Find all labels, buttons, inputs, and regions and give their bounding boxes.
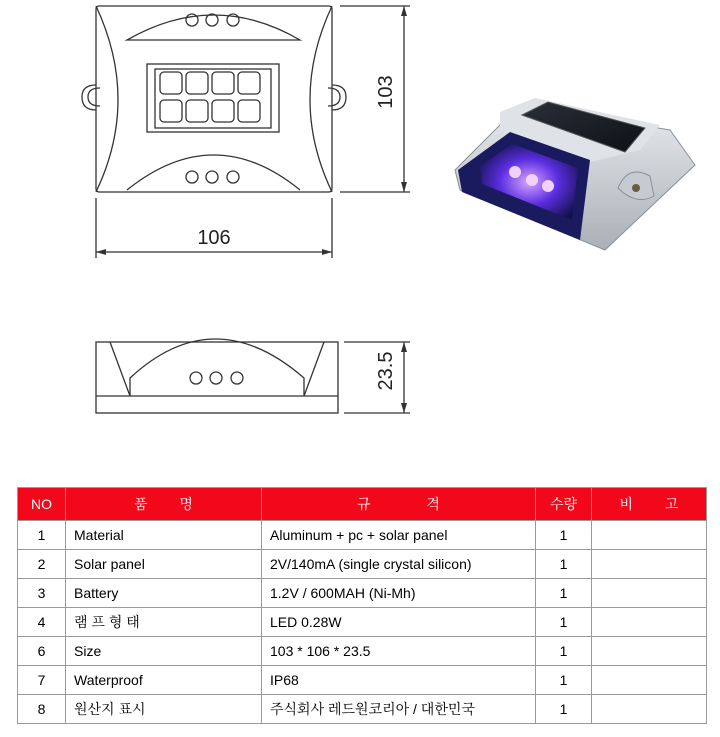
- row-spec: 103 * 106 * 23.5: [262, 637, 536, 666]
- row-item: Waterproof: [66, 666, 262, 695]
- row-spec: Aluminum + pc + solar panel: [262, 521, 536, 550]
- row-item: 원산지 표시: [66, 695, 262, 724]
- header-item-text: 품 명: [134, 496, 207, 512]
- table-row: [18, 550, 707, 579]
- row-qty: 1: [536, 521, 592, 550]
- row-spec: 주식회사 레드원코리아 / 대한민국: [262, 695, 536, 724]
- solar-cells: [160, 72, 260, 122]
- header-remark: [592, 488, 707, 521]
- row-remark: [592, 666, 707, 695]
- dimension-height-label: 103: [375, 75, 397, 109]
- row-qty: 1: [536, 666, 592, 695]
- row-no: 2: [18, 550, 66, 579]
- table-row: [18, 666, 707, 695]
- row-item: 램 프 형 태: [66, 608, 262, 637]
- product-image: [440, 80, 710, 280]
- table-row: [18, 637, 707, 666]
- row-qty: 1: [536, 579, 592, 608]
- spec-table: [17, 487, 707, 724]
- table-row: [18, 695, 707, 724]
- row-remark: [592, 521, 707, 550]
- header-remark-text: 비 고: [619, 496, 693, 512]
- side-view-outline: [96, 342, 338, 413]
- table-row: [18, 521, 707, 550]
- header-spec: [262, 488, 536, 521]
- row-remark: [592, 608, 707, 637]
- row-qty: 1: [536, 637, 592, 666]
- row-spec: IP68: [262, 666, 536, 695]
- row-item: Material: [66, 521, 262, 550]
- table-header-row: [18, 488, 707, 521]
- dimension-width-label: 106: [197, 227, 231, 249]
- header-qty: 수량: [536, 488, 592, 521]
- row-qty: 1: [536, 608, 592, 637]
- row-no: 7: [18, 666, 66, 695]
- row-no: 8: [18, 695, 66, 724]
- row-no: 3: [18, 579, 66, 608]
- row-remark: [592, 579, 707, 608]
- table-row: [18, 579, 707, 608]
- row-qty: 1: [536, 550, 592, 579]
- row-spec: 1.2V / 600MAH (Ni-Mh): [262, 579, 536, 608]
- row-remark: [592, 550, 707, 579]
- row-item: Size: [66, 637, 262, 666]
- top-view-outline: [96, 6, 332, 192]
- table-row: [18, 608, 707, 637]
- row-no: 4: [18, 608, 66, 637]
- row-no: 6: [18, 637, 66, 666]
- row-no: 1: [18, 521, 66, 550]
- row-item: Battery: [66, 579, 262, 608]
- row-remark: [592, 695, 707, 724]
- row-remark: [592, 637, 707, 666]
- row-spec: LED 0.28W: [262, 608, 536, 637]
- row-qty: 1: [536, 695, 592, 724]
- row-spec: 2V/140mA (single crystal silicon): [262, 550, 536, 579]
- row-item: Solar panel: [66, 550, 262, 579]
- header-spec-text: 규 격: [357, 496, 466, 512]
- header-item: [66, 488, 262, 521]
- header-no: NO: [18, 488, 66, 521]
- dimension-thickness-label: 23.5: [375, 351, 397, 391]
